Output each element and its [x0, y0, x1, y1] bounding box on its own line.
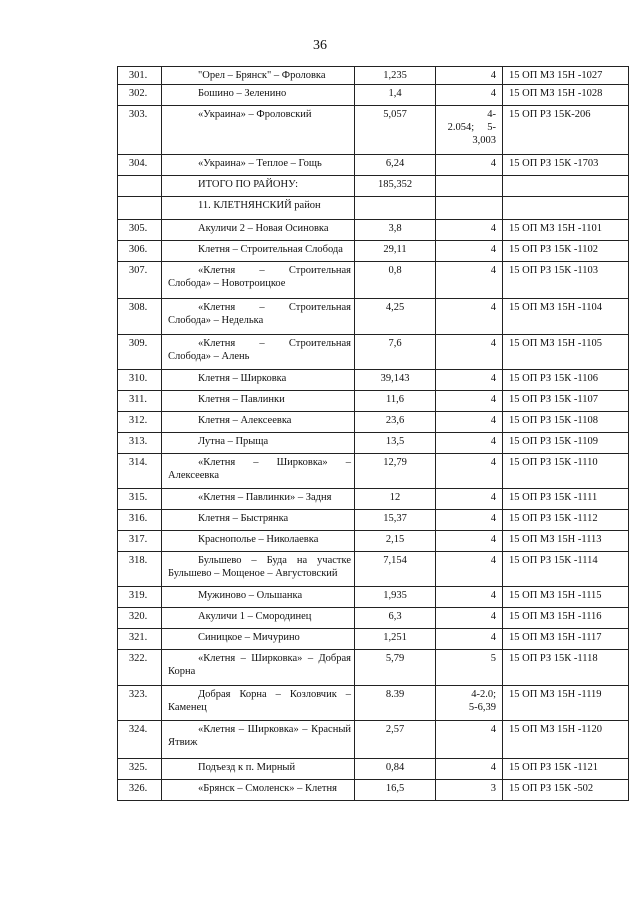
- road-name-line: Бульшево – Буда на участке: [198, 555, 351, 566]
- road-length: 12: [355, 489, 436, 510]
- road-category-line: 4-2.0;: [471, 689, 496, 700]
- road-name: [162, 650, 355, 686]
- road-name-line: Синицкое – Мичурино: [198, 632, 300, 643]
- road-category-line: 4: [490, 223, 496, 234]
- road-code: 15 ОП РЗ 15К -1114: [503, 552, 629, 587]
- table-row: [118, 176, 629, 197]
- road-category-line: 4: [490, 457, 496, 468]
- road-length: 39,143: [355, 370, 436, 391]
- road-name-line: Каменец: [168, 702, 207, 713]
- road-name: [162, 176, 355, 197]
- road-name: [162, 241, 355, 262]
- road-category: [436, 686, 503, 721]
- road-name: [162, 67, 355, 85]
- row-number: 319.: [118, 587, 162, 608]
- road-name: [162, 721, 355, 759]
- road-category-line: 4: [490, 513, 496, 524]
- road-name-line: Лутна – Прыща: [198, 436, 269, 447]
- roads-table: [117, 66, 629, 801]
- road-name: [162, 531, 355, 552]
- road-category: [436, 454, 503, 489]
- road-name: [162, 433, 355, 454]
- road-category-line: 4: [490, 724, 496, 735]
- road-category-line: 4: [490, 436, 496, 447]
- road-length: [355, 197, 436, 220]
- road-category-line: 4: [490, 394, 496, 405]
- road-category: [436, 587, 503, 608]
- road-category-line: 4: [490, 632, 496, 643]
- table-row: [118, 721, 629, 759]
- road-category: [436, 391, 503, 412]
- road-length: 5,057: [355, 106, 436, 155]
- road-name: [162, 629, 355, 650]
- road-name: [162, 454, 355, 489]
- road-length: 7,6: [355, 335, 436, 370]
- road-code: [503, 197, 629, 220]
- road-category-line: 2.054; 5-: [447, 122, 496, 133]
- table-row: [118, 531, 629, 552]
- road-length: 2,57: [355, 721, 436, 759]
- road-code: 15 ОП РЗ 15К-206: [503, 106, 629, 155]
- road-category: [436, 197, 503, 220]
- road-category-line: 4: [490, 492, 496, 503]
- road-length: 0,84: [355, 759, 436, 780]
- row-number: 318.: [118, 552, 162, 587]
- road-category: [436, 85, 503, 106]
- road-length: 11,6: [355, 391, 436, 412]
- table-row: [118, 299, 629, 335]
- road-category-line: 4: [490, 611, 496, 622]
- road-name: [162, 489, 355, 510]
- road-name-line: Ятвиж: [168, 737, 198, 748]
- table-row: [118, 433, 629, 454]
- row-number: 309.: [118, 335, 162, 370]
- road-category-line: 4: [490, 338, 496, 349]
- row-number: 325.: [118, 759, 162, 780]
- table-row: [118, 686, 629, 721]
- road-category: [436, 759, 503, 780]
- road-name: [162, 197, 355, 220]
- road-code: 15 ОП МЗ 15Н -1120: [503, 721, 629, 759]
- road-category: [436, 721, 503, 759]
- row-number: 313.: [118, 433, 162, 454]
- road-code: 15 ОП РЗ 15К -1106: [503, 370, 629, 391]
- road-category-line: 4: [490, 373, 496, 384]
- row-number: 321.: [118, 629, 162, 650]
- road-name-line: Добрая Корна – Козловчик –: [198, 689, 351, 700]
- road-name-line: «Клетня – Строительная: [198, 302, 351, 313]
- road-name-line: Клетня – Строительная Слобода: [198, 244, 343, 255]
- road-code: 15 ОП МЗ 15Н -1101: [503, 220, 629, 241]
- row-number: 314.: [118, 454, 162, 489]
- road-category: [436, 106, 503, 155]
- row-number: [118, 197, 162, 220]
- row-number: [118, 176, 162, 197]
- road-category: [436, 433, 503, 454]
- road-length: 16,5: [355, 780, 436, 801]
- road-name-line: Клетня – Алексеевка: [198, 415, 292, 426]
- road-name: [162, 262, 355, 299]
- road-name: [162, 412, 355, 433]
- road-name-line: «Клетня – Ширковка» –: [198, 457, 351, 468]
- road-code: 15 ОП РЗ 15К -502: [503, 780, 629, 801]
- road-length: 12,79: [355, 454, 436, 489]
- row-number: 311.: [118, 391, 162, 412]
- road-length: 1,251: [355, 629, 436, 650]
- row-number: 303.: [118, 106, 162, 155]
- road-name: [162, 608, 355, 629]
- road-name-line: ИТОГО ПО РАЙОНУ:: [198, 179, 299, 190]
- road-name: [162, 155, 355, 176]
- table-row: [118, 220, 629, 241]
- road-code: 15 ОП МЗ 15Н -1104: [503, 299, 629, 335]
- road-name-line: Корна: [168, 666, 196, 677]
- road-category: [436, 489, 503, 510]
- table-row: [118, 391, 629, 412]
- table-row: [118, 370, 629, 391]
- road-name: [162, 106, 355, 155]
- road-category: [436, 155, 503, 176]
- road-name-line: Слобода» – Неделька: [168, 315, 264, 326]
- road-category: [436, 780, 503, 801]
- road-length: 1,4: [355, 85, 436, 106]
- road-length: 7,154: [355, 552, 436, 587]
- road-category: [436, 220, 503, 241]
- road-length: 4,25: [355, 299, 436, 335]
- road-name: [162, 299, 355, 335]
- road-name: [162, 510, 355, 531]
- road-length: 29,11: [355, 241, 436, 262]
- row-number: 316.: [118, 510, 162, 531]
- table-row: [118, 106, 629, 155]
- road-length: 3,8: [355, 220, 436, 241]
- road-category-line: 4: [490, 88, 496, 99]
- road-category-line: 4: [490, 70, 496, 81]
- road-name: [162, 587, 355, 608]
- table-row: [118, 197, 629, 220]
- road-category: [436, 176, 503, 197]
- road-name-line: "Орел – Брянск" – Фроловка: [198, 70, 326, 81]
- road-name: [162, 552, 355, 587]
- road-name: [162, 220, 355, 241]
- road-category-line: 3: [490, 783, 496, 794]
- row-number: 306.: [118, 241, 162, 262]
- row-number: 310.: [118, 370, 162, 391]
- table-row: [118, 552, 629, 587]
- road-name: [162, 780, 355, 801]
- road-category-line: 5-6,39: [468, 702, 496, 713]
- road-name: [162, 686, 355, 721]
- road-category: [436, 412, 503, 433]
- road-length: 6,3: [355, 608, 436, 629]
- road-name-line: «Клетня – Ширковка» – Красный: [198, 724, 351, 735]
- road-length: 23,6: [355, 412, 436, 433]
- road-name-line: 11. КЛЕТНЯНСКИЙ район: [198, 200, 321, 211]
- row-number: 315.: [118, 489, 162, 510]
- road-code: 15 ОП РЗ 15К -1703: [503, 155, 629, 176]
- road-name-line: Алексеевка: [168, 470, 219, 481]
- road-category: [436, 335, 503, 370]
- road-category: [436, 608, 503, 629]
- road-category-line: 4-: [487, 109, 496, 120]
- road-code: 15 ОП РЗ 15К -1102: [503, 241, 629, 262]
- table-row: [118, 155, 629, 176]
- road-name-line: «Украина» – Теплое – Гощь: [198, 158, 322, 169]
- road-length: 5,79: [355, 650, 436, 686]
- row-number: 301.: [118, 67, 162, 85]
- table-row: [118, 335, 629, 370]
- table-row: [118, 629, 629, 650]
- row-number: 324.: [118, 721, 162, 759]
- road-length: 6,24: [355, 155, 436, 176]
- table-row: [118, 608, 629, 629]
- road-name-line: Бульшево – Мощеное – Августовский: [168, 568, 338, 579]
- road-category-line: 3,003: [472, 135, 496, 146]
- table-row: [118, 67, 629, 85]
- table-row: [118, 262, 629, 299]
- road-name-line: Акуличи 1 – Смородинец: [198, 611, 312, 622]
- road-name-line: «Украина» – Фроловский: [198, 109, 312, 120]
- road-category: [436, 67, 503, 85]
- road-category-line: 4: [490, 534, 496, 545]
- row-number: 322.: [118, 650, 162, 686]
- table-row: [118, 412, 629, 433]
- table-row: [118, 510, 629, 531]
- road-category: [436, 262, 503, 299]
- table-row: [118, 780, 629, 801]
- road-name-line: Акуличи 2 – Новая Осиновка: [198, 223, 329, 234]
- road-category-line: 4: [490, 265, 496, 276]
- road-category-line: 4: [490, 244, 496, 255]
- road-name-line: Слобода» – Новотроицкое: [168, 278, 286, 289]
- road-name-line: Клетня – Павлинки: [198, 394, 285, 405]
- row-number: 323.: [118, 686, 162, 721]
- road-length: 1,235: [355, 67, 436, 85]
- road-length: 185,352: [355, 176, 436, 197]
- table-row: [118, 454, 629, 489]
- road-code: 15 ОП МЗ 15Н -1119: [503, 686, 629, 721]
- road-name-line: Краснополье – Николаевка: [198, 534, 319, 545]
- row-number: 326.: [118, 780, 162, 801]
- road-code: 15 ОП МЗ 15Н -1117: [503, 629, 629, 650]
- road-name-line: Бошино – Зеленино: [198, 88, 287, 99]
- road-length: 13,5: [355, 433, 436, 454]
- road-name-line: «Брянск – Смоленск» – Клетня: [198, 783, 337, 794]
- road-name: [162, 85, 355, 106]
- table-row: [118, 650, 629, 686]
- road-code: 15 ОП МЗ 15Н -1105: [503, 335, 629, 370]
- road-name-line: Подъезд к п. Мирный: [198, 762, 296, 773]
- road-code: 15 ОП РЗ 15К -1112: [503, 510, 629, 531]
- table-row: [118, 587, 629, 608]
- road-name-line: «Клетня – Павлинки» – Задня: [198, 492, 332, 503]
- road-code: [503, 176, 629, 197]
- road-length: 15,37: [355, 510, 436, 531]
- road-name-line: «Клетня – Строительная: [198, 338, 351, 349]
- road-category: [436, 370, 503, 391]
- road-category: [436, 531, 503, 552]
- road-code: 15 ОП МЗ 15Н -1028: [503, 85, 629, 106]
- row-number: 320.: [118, 608, 162, 629]
- table-row: [118, 759, 629, 780]
- road-code: 15 ОП РЗ 15К -1108: [503, 412, 629, 433]
- road-name-line: Клетня – Ширковка: [198, 373, 287, 384]
- road-name-line: «Клетня – Строительная: [198, 265, 351, 276]
- road-category-line: 4: [490, 415, 496, 426]
- road-code: 15 ОП МЗ 15Н -1027: [503, 67, 629, 85]
- table-row: [118, 489, 629, 510]
- road-code: 15 ОП РЗ 15К -1118: [503, 650, 629, 686]
- road-category-line: 4: [490, 590, 496, 601]
- row-number: 305.: [118, 220, 162, 241]
- road-category-line: 4: [490, 555, 496, 566]
- road-category-line: 5: [490, 653, 496, 664]
- road-name: [162, 391, 355, 412]
- road-code: 15 ОП РЗ 15К -1110: [503, 454, 629, 489]
- road-name-line: Клетня – Быстрянка: [198, 513, 289, 524]
- row-number: 304.: [118, 155, 162, 176]
- road-name: [162, 335, 355, 370]
- road-name: [162, 370, 355, 391]
- row-number: 317.: [118, 531, 162, 552]
- row-number: 302.: [118, 85, 162, 106]
- table-row: [118, 241, 629, 262]
- road-name-line: Слобода» – Алень: [168, 351, 250, 362]
- road-code: 15 ОП МЗ 15Н -1113: [503, 531, 629, 552]
- road-category: [436, 299, 503, 335]
- road-code: 15 ОП РЗ 15К -1103: [503, 262, 629, 299]
- row-number: 308.: [118, 299, 162, 335]
- road-category-line: 4: [490, 158, 496, 169]
- road-name-line: «Клетня – Ширковка» – Добрая: [198, 653, 351, 664]
- road-code: 15 ОП РЗ 15К -1107: [503, 391, 629, 412]
- row-number: 307.: [118, 262, 162, 299]
- table-row: [118, 85, 629, 106]
- road-length: 0,8: [355, 262, 436, 299]
- road-category-line: 4: [490, 302, 496, 313]
- page-number: 36: [313, 38, 327, 53]
- road-code: 15 ОП РЗ 15К -1121: [503, 759, 629, 780]
- row-number: 312.: [118, 412, 162, 433]
- road-length: 1,935: [355, 587, 436, 608]
- road-code: 15 ОП РЗ 15К -1109: [503, 433, 629, 454]
- road-code: 15 ОП МЗ 15Н -1115: [503, 587, 629, 608]
- road-code: 15 ОП РЗ 15К -1111: [503, 489, 629, 510]
- road-category: [436, 510, 503, 531]
- road-category-line: 4: [490, 762, 496, 773]
- road-category: [436, 552, 503, 587]
- road-name: [162, 759, 355, 780]
- road-code: 15 ОП МЗ 15Н -1116: [503, 608, 629, 629]
- road-name-line: Мужиново – Ольшанка: [198, 590, 303, 601]
- road-length: 2,15: [355, 531, 436, 552]
- road-category: [436, 241, 503, 262]
- road-category: [436, 650, 503, 686]
- road-category: [436, 629, 503, 650]
- road-length: 8.39: [355, 686, 436, 721]
